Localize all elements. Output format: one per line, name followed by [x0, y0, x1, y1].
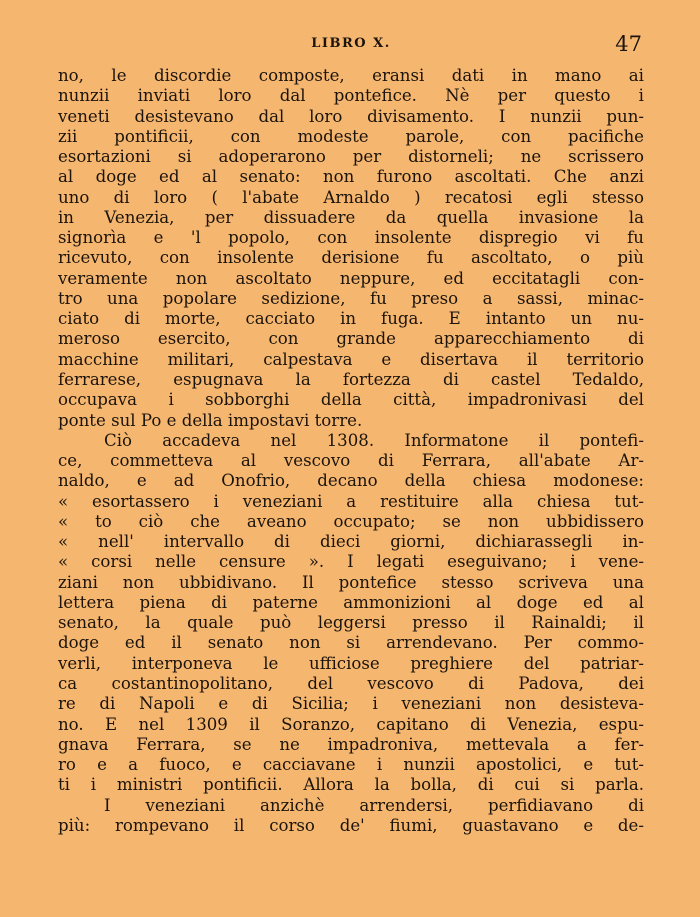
text-line: no, le discordie composte, eransi dati in mano ai — [58, 66, 644, 85]
text-line: più: rompevano il corso de' fiumi, guastavano e de- — [58, 815, 644, 835]
text-line: « corsi nelle censure ». I legati eseguivano; i vene- — [58, 552, 644, 572]
text-line: naldo, e ad Onofrio, decano della chiesa modonese: — [58, 471, 644, 491]
text-line: ferrarese, espugnava la fortezza di castel Tedaldo, — [58, 369, 644, 389]
text-line: ti i ministri pontificii. Allora la bolla, di cui si parla. — [58, 775, 644, 795]
text-line: I veneziani anzichè arrendersi, perfidiavano di — [104, 795, 644, 815]
text-line: tro una popolare sedizione, fu preso a sassi, minac- — [58, 288, 644, 308]
text-line: ponte sul Po e della impostavi torre. — [58, 410, 363, 430]
page-number: 47 — [615, 32, 642, 56]
text-line: doge ed il senato non si arrendevano. Per commo- — [58, 633, 644, 653]
text-line: senato, la quale può leggersi presso il Rainaldi; il — [58, 613, 644, 633]
text-line: « esortassero i veneziani a restituire alla chiesa tut- — [58, 491, 644, 511]
text-line: veneti desistevano dal loro divisamento. I nunzii pun- — [58, 106, 644, 126]
text-line: macchine militari, calpestava e disertava il territorio — [58, 349, 644, 369]
body-text — [58, 66, 644, 836]
text-line: ce, commetteva al vescovo di Ferrara, all'abate Ar- — [58, 451, 644, 471]
text-line: « to ciò che aveano occupato; se non ubbidissero — [58, 511, 644, 531]
text-line: gnava Ferrara, se ne impadroniva, mettevala a fer- — [58, 734, 644, 754]
text-line: esortazioni si adoperarono per distorneli; ne scrissero — [58, 147, 644, 167]
text-line: in Venezia, per dissuadere da quella invasione la — [58, 207, 644, 227]
running-head-title: LIBRO X. — [311, 36, 391, 51]
text-line: signorìa e 'l popolo, con insolente dispregio vi fu — [58, 228, 644, 248]
text-line: verli, interponeva le ufficiose preghiere del patriar- — [58, 653, 644, 673]
text-line: meroso esercito, con grande apparecchiamento di — [58, 329, 644, 349]
running-head — [58, 32, 644, 58]
text-line: lettera piena di paterne ammonizioni al doge ed al — [58, 592, 644, 612]
text-line: ca costantinopolitano, del vescovo di Padova, dei — [58, 673, 644, 693]
text-line: veramente non ascoltato neppure, ed eccitatagli con- — [58, 268, 644, 288]
text-line: ro e a fuoco, e cacciavane i nunzii apostolici, e tut- — [58, 755, 644, 775]
text-line: al doge ed al senato: non furono ascoltati. Che anzi — [58, 167, 644, 187]
text-line: « nell' intervallo di dieci giorni, dichiarassegli in- — [58, 532, 644, 552]
text-line: ricevuto, con insolente derisione fu ascoltato, o più — [58, 248, 644, 268]
text-line: no. E nel 1309 il Soranzo, capitano di Venezia, espu- — [58, 714, 644, 734]
text-line: ciato di morte, cacciato in fuga. E intanto un nu- — [58, 309, 644, 329]
text-line: ziani non ubbidivano. Il pontefice stesso scriveva una — [58, 572, 644, 592]
book-page — [58, 0, 644, 917]
text-line: occupava i sobborghi della città, impadronivasi del — [58, 390, 644, 410]
text-line: uno di loro ( l'abate Arnaldo ) recatosi egli stesso — [58, 187, 644, 207]
text-line: zii pontificii, con modeste parole, con pacifiche — [58, 126, 644, 146]
text-line: nunzii inviati loro dal pontefice. Nè per questo i — [58, 86, 644, 106]
text-line: Ciò accadeva nel 1308. Informatone il pontefi- — [104, 430, 644, 450]
text-line: re di Napoli e di Sicilia; i veneziani non desisteva- — [58, 694, 644, 714]
